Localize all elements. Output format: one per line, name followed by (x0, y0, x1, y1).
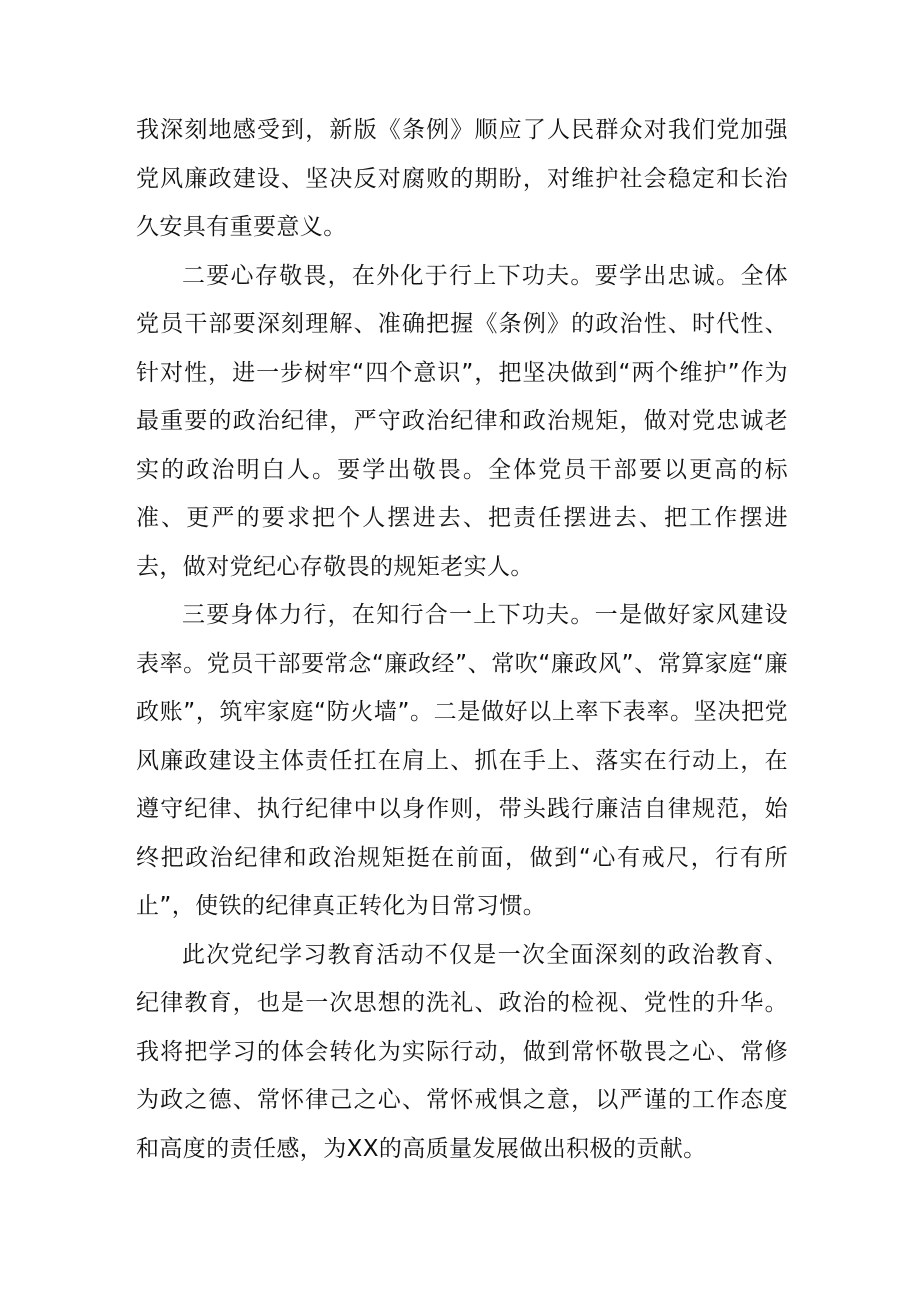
paragraph-continuation: 我深刻地感受到，新版《条例》顺应了人民群众对我们党加强党风廉政建设、坚决反对腐败的期盼，对维护社会稳定和长治久安具有重要意义。 (136, 117, 788, 240)
document-body (136, 106, 788, 1173)
paragraph-conclusion: 此次党纪学习教育活动不仅是一次全面深刻的政治教育、纪律教育，也是一次思想的洗礼、政治的检视、党性的升华。我将把学习的体会转化为实际行动，做到常怀敬畏之心、常修为政之德、常怀律己之心、常怀戒惧之意，以严谨的工作态度和高度的责任感，为XX的高质量发展做出积极的贡献。 (136, 941, 788, 1162)
paragraph-practice: 三要身体力行，在知行合一上下功夫。一是做好家风建设表率。党员干部要常念“廉政经”、常吹“廉政风”、常算家庭“廉政账”，筑牢家庭“防火墙”。二是做好以上率下表率。坚决把党风廉政建设主体责任扛在肩上、抓在手上、落实在行动上，在遵守纪律、执行纪律中以身作则，带头践行廉洁自律规范，始终把政治纪律和政治规矩挺在前面，做到“心有戒尺，行有所止”，使铁的纪律真正转化为日常习惯。 (136, 602, 788, 919)
paragraph-reverence: 二要心存敬畏，在外化于行上下功夫。要学出忠诚。全体党员干部要深刻理解、准确把握《条例》的政治性、时代性、针对性，进一步树牢“四个意识”，把坚决做到“两个维护”作为最重要的政治纪律，严守政治纪律和政治规矩，做对党忠诚老实的政治明白人。要学出敬畏。全体党员干部要以更高的标准、更严的要求把个人摆进去、把责任摆进去、把工作摆进去，做对党纪心存敬畏的规矩老实人。 (136, 262, 788, 580)
